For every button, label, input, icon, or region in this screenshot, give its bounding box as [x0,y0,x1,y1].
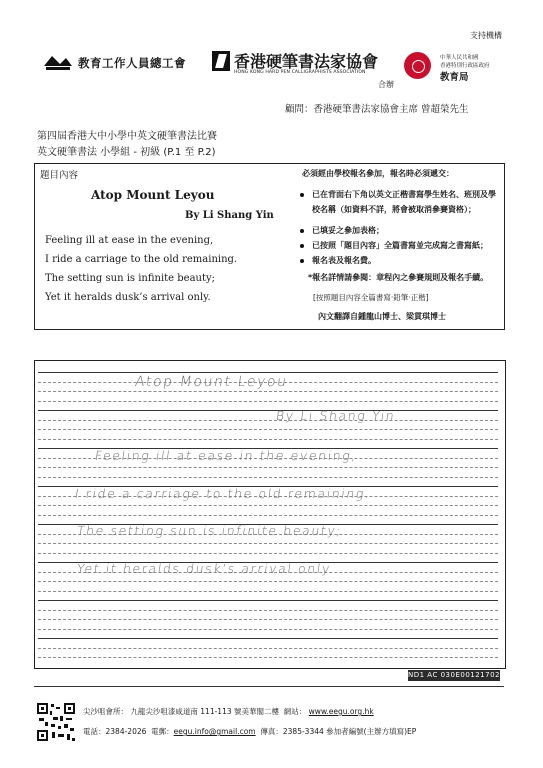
ruled-line [38,410,498,411]
ruled-line [38,391,498,392]
requirement-item [300,255,376,266]
ruled-line [38,600,498,601]
translation-credit: 內文翻譯自鍾龍山博士、梁貫琪博士 [318,312,446,321]
requirement-text: 報名表及報名費。 [312,256,376,265]
ruled-line [38,420,498,421]
education-workers-union-logo [42,52,202,74]
fax-label: 傳真： [260,727,283,736]
ruled-line [38,638,498,639]
requirement-text: 已按照「題目內容」全篇書寫並完成寫之書寫紙； [312,241,488,250]
address-label: 尖沙咀會所： [83,707,128,716]
handwritten-line: The setting sun is infinite beauty; [75,523,344,538]
ruled-line [38,372,498,373]
ruled-line [38,543,498,544]
bullet-icon [300,244,304,248]
support-organization-label: 支持機構 [470,31,502,40]
ruled-line [38,553,498,554]
phone-label: 電話： [83,727,106,736]
requirement-item [300,225,384,236]
education-bureau-logo [404,50,514,86]
address-text: 九龍尖沙咀漆咸道南 111-113 號美華閣二樓 [130,707,279,716]
participant-id-label: ND1 AC 030E00121702 [408,671,500,679]
website-label: 網站： [283,707,307,716]
handwritten-line: I ride a carriage to the old remaining. [73,486,372,501]
gov-line-1: 中華人民共和國 [440,55,479,61]
poem-line: Yet it heralds dusk’s arrival only. [45,292,211,303]
requirement-text: 已在背面右下角以英文正楷書寫學生姓名、班別及學 [312,190,496,199]
ruled-line [38,610,498,611]
competition-subtitle: 英文硬筆書法 小學組 - 初級 (P.1 至 P.2) [37,147,216,158]
ruled-line [38,477,498,478]
website-link[interactable]: www.eegu.org.hk [308,707,374,716]
footer-divider [34,686,504,687]
advisor-line: 顧問：香港硬筆書法家協會主席 曾超榮先生 [285,104,469,115]
competition-title: 第四屆香港大中小學中英文硬筆書法比賽 [37,131,217,142]
footer-address [83,706,374,717]
ruled-line [38,619,498,620]
email-link[interactable]: eegu.info@gmail.com [173,727,256,736]
fax-number: 2385-3344 [282,727,324,736]
poem-line: The setting sun is infinite beauty; [45,273,216,284]
ruled-line [38,515,498,516]
requirement-item [300,240,488,251]
handwritten-line: Feeling ill at ease in the evening, [93,448,359,463]
ruled-line [38,467,498,468]
phone-number: 2384-2026 [105,727,147,736]
qr-code-icon [36,702,76,742]
footer-contact [83,726,416,737]
hksar-emblem-icon [404,52,431,79]
ruled-line [38,439,498,440]
poem-title: Atop Mount Leyou [91,188,215,202]
requirement-item [300,189,496,200]
ruled-line [38,581,498,582]
union-emblem-icon [42,52,74,72]
poem-line: Feeling ill at ease in the evening, [45,235,214,246]
calligraphy-association-logo [212,47,382,83]
ruled-line [38,648,498,649]
gov-line-2: 香港特別行政區政府 [440,63,490,69]
bullet-icon [300,259,304,263]
ruled-line [38,591,498,592]
submission-requirements-heading: 必須經由學校報名參加，報名時必須遞交： [302,169,454,178]
calligraphy-association-english-name: HONG KONG HARD PEN CALLIGRAPHISTS ASSOCIATION [234,70,366,75]
calligraphy-association-name: 香港硬筆書法家協會 [234,52,379,71]
ruled-line [38,429,498,430]
bullet-icon [300,229,304,233]
ruled-line [38,657,498,658]
writing-instruction: [按照題目內容全篇書寫‧鉛筆‧正楷] [313,293,429,302]
poem-author: By Li Shang Yin [185,210,274,221]
handwritten-title: Atop Mount Leyou [133,374,289,390]
handwritten-author: By Li Shang Yin [274,408,397,423]
calligraphy-association-emblem-icon [212,51,230,71]
union-name: 教育工作人員總工會 [78,56,186,70]
ruled-line [38,629,498,630]
participant-number-note: 參加者編號(主辦方填寫)EP [326,727,417,736]
education-bureau-name: 教育局 [440,72,469,83]
details-note: *報名詳情請參閱：章程內之參賽規則及報名手續。 [308,273,489,282]
requirement-item-continued: 校名稱（如資料不詳，將會被取消參賽資格）； [312,205,476,214]
bullet-icon [300,193,304,197]
topic-heading: 題目內容 [40,170,79,181]
co-organizer-label: 合辦 [378,80,394,89]
handwritten-line: Yet it heralds dusk’s arrival only. [75,561,336,576]
ruled-line [38,401,498,402]
ruled-line [38,505,498,506]
requirement-text: 已填妥之參加表格； [312,226,384,235]
poem-line: I ride a carriage to the old remaining. [45,254,238,265]
email-label: 電郵： [151,727,174,736]
